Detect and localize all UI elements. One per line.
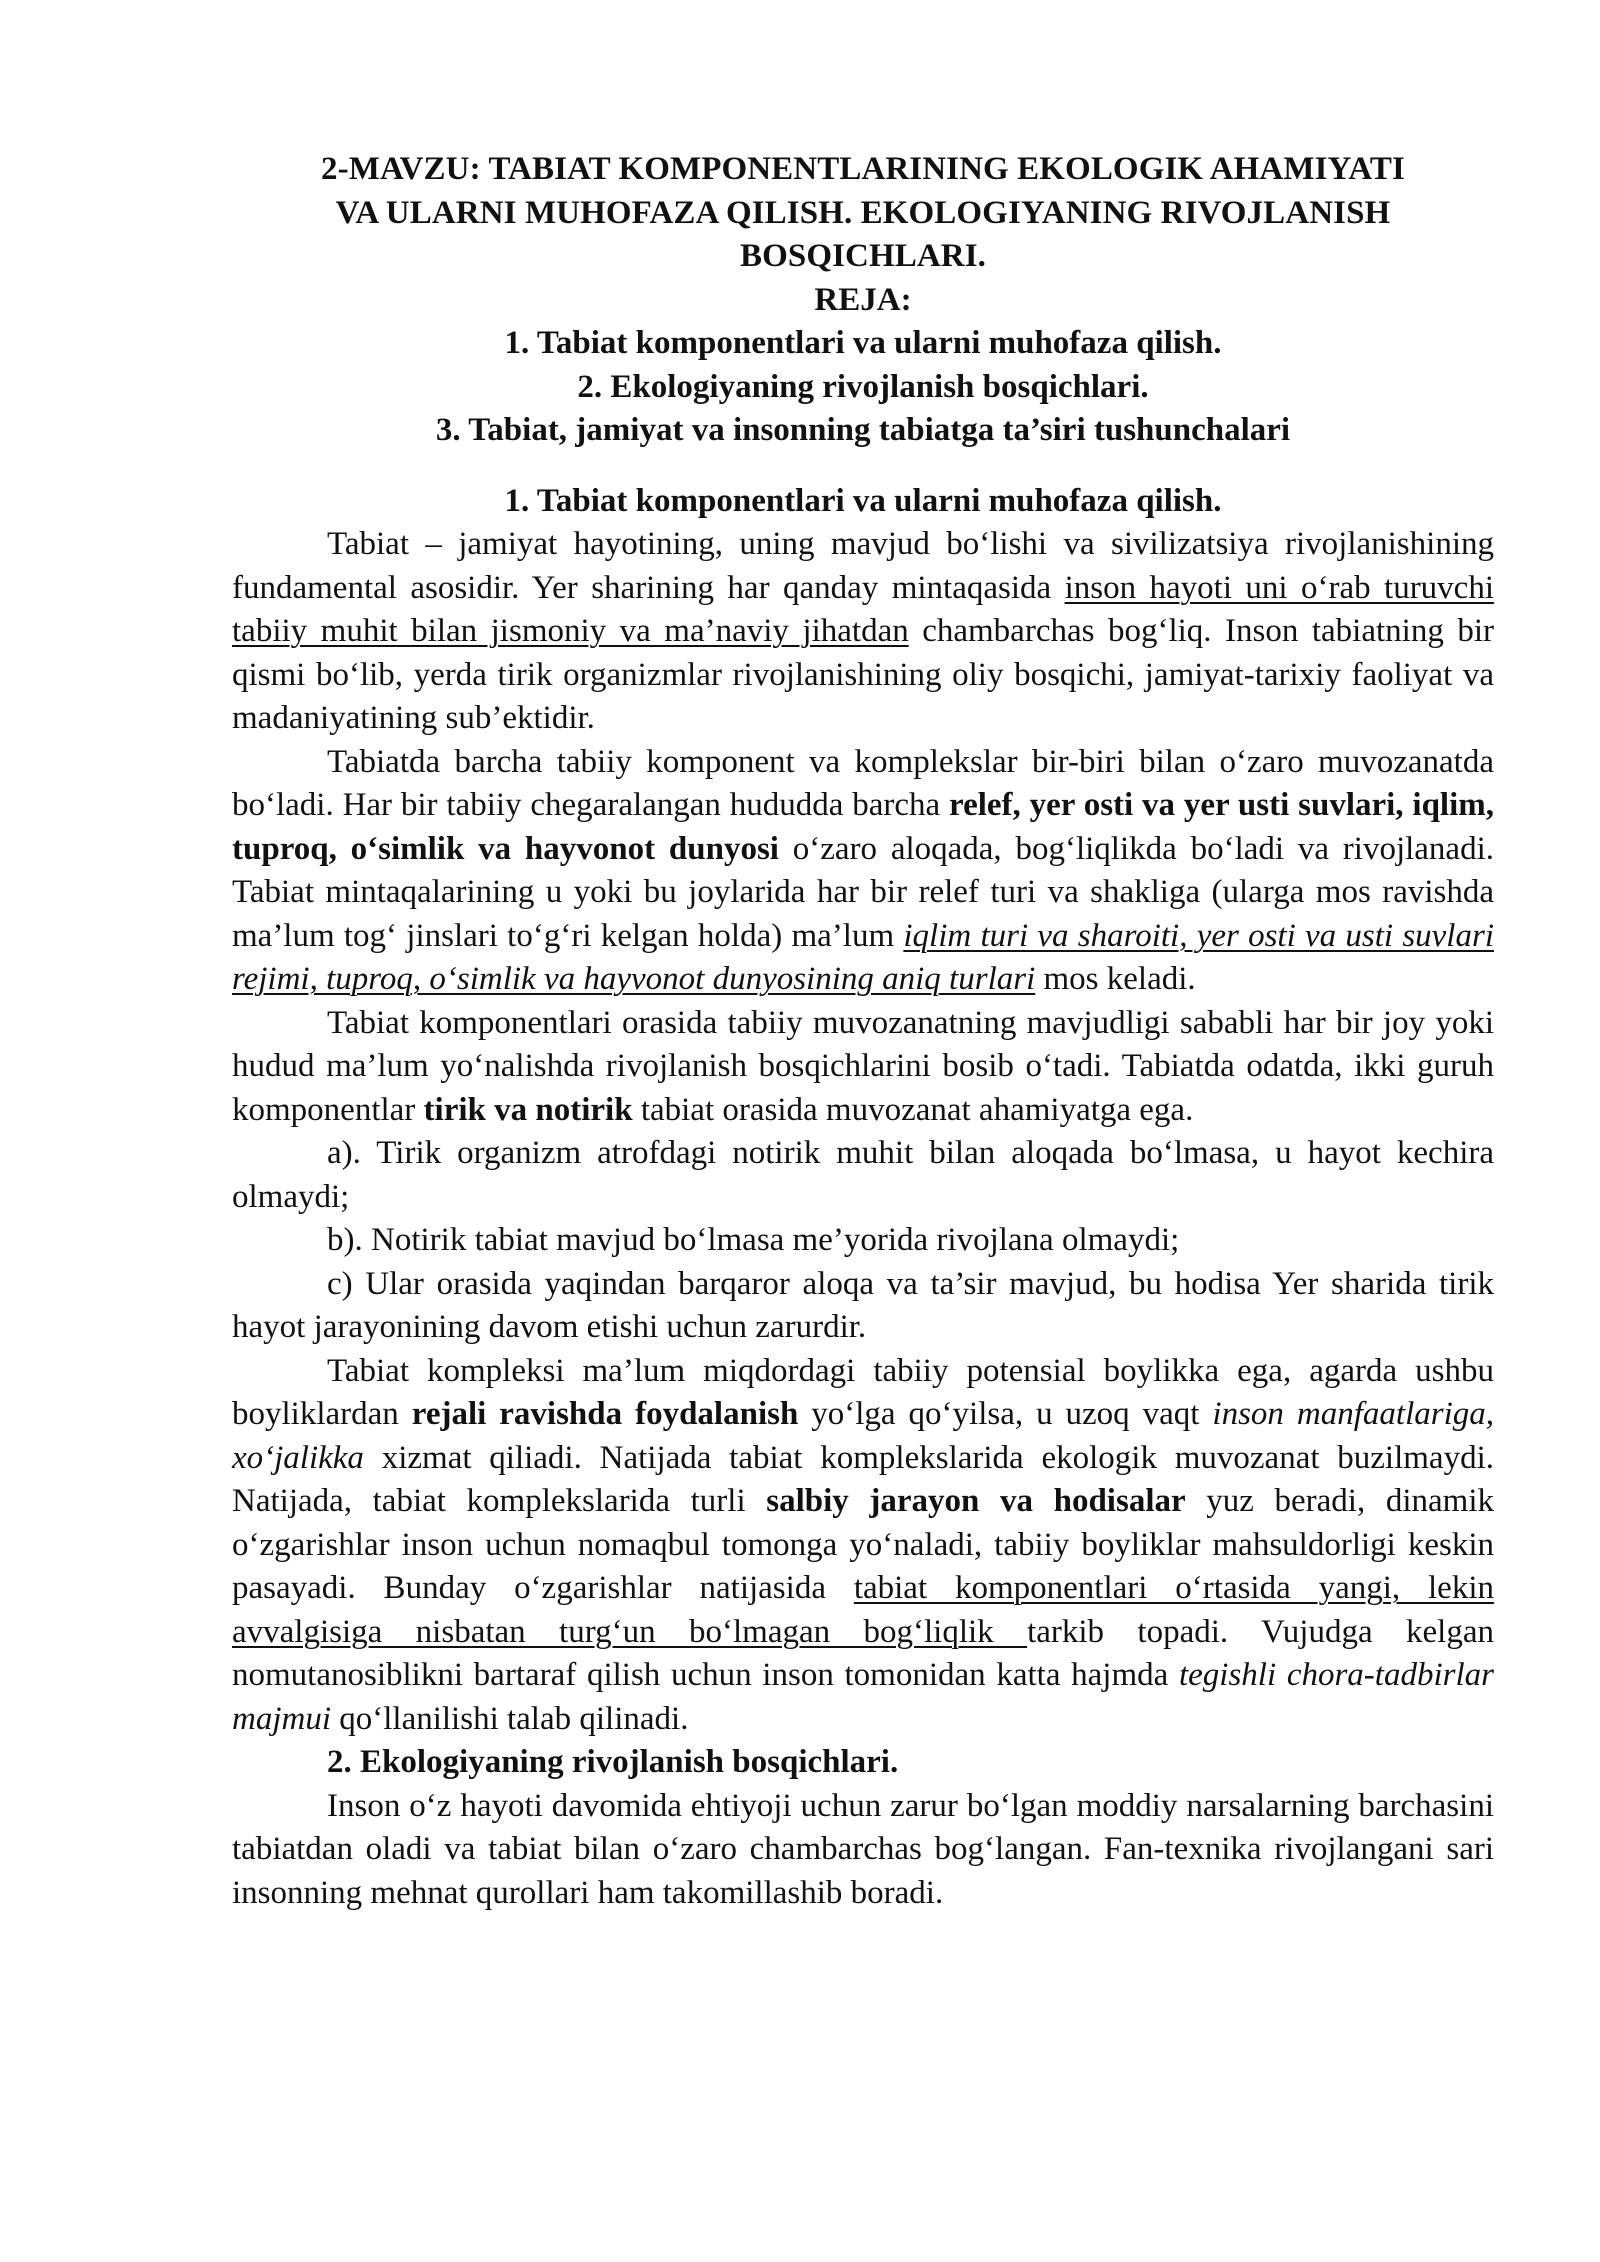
paragraph-4-text-e: tarkib topadi. Vujudga kelgan nomutanosiblikni bartaraf qilish uchun inson tomonidan katta hajmda: [232, 1613, 1494, 1693]
title-block: [232, 148, 1494, 453]
paragraph-3-text-a: Tabiat komponentlari orasida tabiiy muvozanatning mavjudligi sababli har bir joy yoki hudud ma’lum yo‘nalishda rivojlanish bosqichlarini bosib o‘tadi. Tabiatda odatda, ikki guruh komponentlar: [232, 1004, 1494, 1128]
paragraph-1-underlined: inson hayoti uni o‘rab turuvchi tabiiy muhit bilan jismoniy va ma’naviy jihatdan: [232, 569, 1494, 649]
title-line-1: 2-MAVZU: TABIAT KOMPONENTLARINING EKOLOGIK AHAMIYATI: [321, 151, 1405, 187]
title-line-2: VA ULARNI MUHOFAZA QILISH. EKOLOGIYANING RIVOJLANISH: [335, 194, 1391, 231]
list-item-b: b). Notirik tabiat mavjud bo‘lmasa me’yorida rivojlana olmaydi;: [327, 1222, 1180, 1258]
plan-item-2: 2. Ekologiyaning rivojlanish bosqichlari.: [577, 368, 1149, 405]
paragraph-5: Inson o‘z hayoti davomida ehtiyoji uchun zarur bo‘lgan moddiy narsalarning barchasini tabiatdan oladi va tabiat bilan o‘zaro chambarchas bog‘langan. Fan-texnika rivojlangani sari insonning mehnat qurollari ham takomillashib boradi.: [232, 1787, 1494, 1911]
paragraph-2-bold: relef, yer osti va yer usti suvlari, iqlim, tuproq, o‘simlik va hayvonot dunyosi: [232, 787, 1494, 867]
paragraph-4-text-a: Tabiat kompleksi ma’lum miqdordagi tabiiy potensial boylikka ega, agarda ushbu boyliklardan: [232, 1352, 1494, 1432]
paragraph-1-text-b: chambarchas bog‘liq. Inson tabiatning bir qismi bo‘lib, yerda tirik organizmlar rivojlanishining oliy bosqichi, jamiyat-tarixiy faoliyat va madaniyatining sub’ektidir.: [232, 613, 1494, 736]
list-item-c: c) Ular orasida yaqindan barqaror aloqa va ta’sir mavjud, bu hodisa Yer sharida tirik hayot jarayonining davom etishi uchun zarurdir.: [232, 1265, 1494, 1345]
paragraph-4-italic-2: tegishli chora-tadbirlar majmui: [232, 1657, 1494, 1737]
paragraph-2-text-b: o‘zaro aloqada, bog‘liqlikda bo‘ladi va rivojlanadi. Tabiat mintaqalarining u yoki bu joylarida har bir relef turi va shakliga (ularga mos ravishda ma’lum tog‘ jinslari to‘g‘ri kelgan holda) ma’lum: [232, 830, 1494, 954]
paragraph-3: [232, 1002, 1494, 1133]
paragraph-3-text-b: tabiat orasida muvozanat ahamiyatga ega.: [632, 1091, 1194, 1128]
spacer: [232, 453, 1494, 480]
document-body: [232, 148, 1494, 1915]
paragraph-4-bold-1: rejali ravishda foydalanish: [411, 1396, 799, 1432]
paragraph-2: [232, 741, 1494, 1002]
list-item-a: a). Tirik organizm atrofdagi notirik muhit bilan aloqada bo‘lmasa, u hayot kechira olmaydi;: [232, 1135, 1494, 1215]
paragraph-2-underlined-italic: iqlim turi va sharoiti, yer osti va usti suvlari rejimi, tuproq, o‘simlik va hayvonot dunyosining aniq turlari: [232, 917, 1494, 997]
paragraph-4-italic-1: inson manfaatlariga, xo‘jalikka: [232, 1396, 1494, 1476]
paragraph-4: [232, 1350, 1494, 1742]
paragraph-4-text-c: xizmat qiliadi. Natijada tabiat komplekslarida ekologik muvozanat buzilmaydi. Natijada, tabiat komplekslarida turli: [232, 1439, 1494, 1519]
paragraph-4-text-d: yuz beradi, dinamik o‘zgarishlar inson uchun nomaqbul tomonga yo‘naladi, tabiiy boyliklar mahsuldorligi keskin pasayadi. Bunday o‘zgarishlar natijasida: [232, 1483, 1494, 1606]
plan-item-3: 3. Tabiat, jamiyat va insonning tabiatga ta’siri tushunchalari: [435, 412, 1291, 448]
paragraph-1: [232, 523, 1494, 741]
paragraph-4-text-b: yo‘lga qo‘yilsa, u uzoq vaqt: [798, 1396, 1213, 1432]
paragraph-2-text-c: mos keladi.: [1035, 961, 1196, 997]
paragraph-4-underlined: tabiat komponentlari o‘rtasida yangi, lekin avvalgisiga nisbatan turg‘un bo‘lmagan bog‘liqlik: [232, 1570, 1494, 1650]
paragraph-4-bold-2: salbiy jarayon va hodisalar: [766, 1483, 1186, 1519]
plan-label: REJA:: [814, 281, 912, 318]
section-2-heading: 2. Ekologiyaning rivojlanish bosqichlari.: [327, 1744, 899, 1780]
section-1-heading: 1. Tabiat komponentlari va ularni muhofaza qilish.: [504, 482, 1222, 519]
title-line-3: BOSQICHLARI.: [739, 238, 986, 274]
paragraph-1-text-a: Tabiat – jamiyat hayotining, uning mavjud bo‘lishi va sivilizatsiya rivojlanishining fundamental asosidir. Yer sharining har qanday mintaqasida: [232, 526, 1494, 606]
paragraph-2-text-a: Tabiatda barcha tabiiy komponent va komplekslar bir-biri bilan o‘zaro muvozanatda bo‘ladi. Har bir tabiiy chegaralangan hududda barcha: [232, 743, 1494, 823]
plan-item-1: 1. Tabiat komponentlari va ularni muhofaza qilish.: [504, 325, 1222, 361]
paragraph-3-bold: tirik va notirik: [423, 1091, 633, 1128]
paragraph-4-text-f: qo‘llanilishi talab qilinadi.: [331, 1700, 689, 1737]
